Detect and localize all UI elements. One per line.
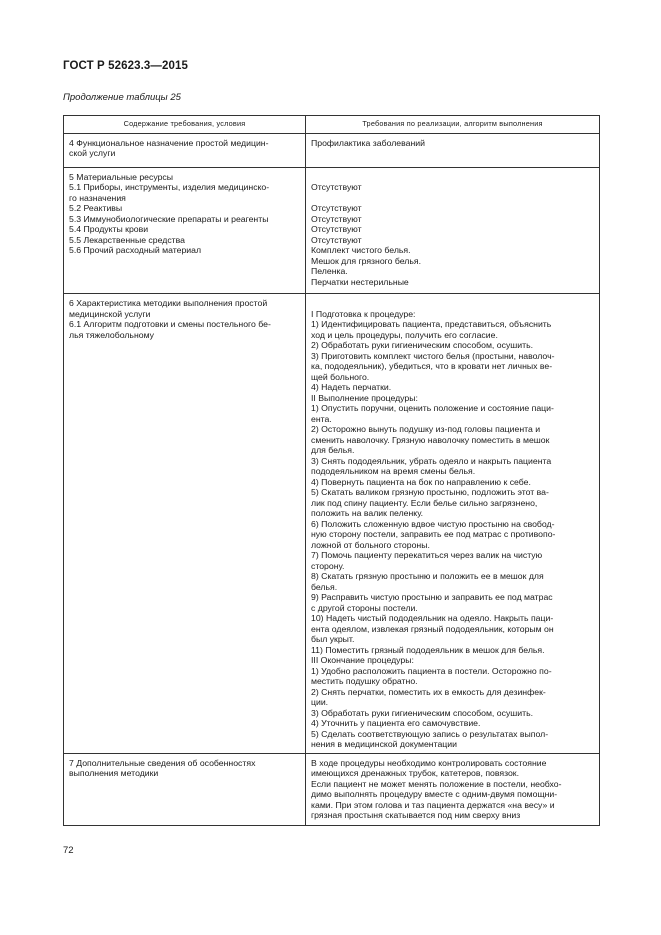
table-row-method bbox=[64, 294, 600, 754]
cell-line: 11) Поместить грязный пододеяльник в мешок для белья. bbox=[311, 644, 545, 655]
cell-line: грязная простыня скатывается под ним сверху вниз bbox=[311, 810, 521, 820]
column-header-algorithm: Требования по реализации, алгоритм выполнения bbox=[306, 116, 600, 134]
cell-function-right bbox=[306, 133, 600, 167]
cell-line: 1) Опустить поручни, оценить положение и состояние паци- bbox=[311, 403, 554, 413]
cell-line: 5) Сделать соответствующую запись о результатах выпол- bbox=[311, 728, 549, 739]
cell-line: лья тяжелобольному bbox=[69, 329, 155, 340]
cell-additional-right bbox=[306, 753, 600, 825]
cell-line: Комплект чистого белья. bbox=[311, 245, 411, 255]
cell-resources-left bbox=[64, 167, 306, 294]
cell-line: 3) Снять пододеяльник, убрать одеяло и накрыть пациента bbox=[311, 455, 552, 466]
cell-line: I Подготовка к процедуре: bbox=[311, 308, 416, 319]
cell-line: 4 Функциональное назначение простой медицин- bbox=[69, 137, 269, 148]
cell-line: Отсутствуют bbox=[311, 234, 362, 245]
cell-function-left bbox=[64, 133, 306, 167]
cell-line: был укрыт. bbox=[311, 634, 355, 644]
cell-line: ции. bbox=[311, 697, 329, 707]
cell-line: 1) Идентифицировать пациента, представиться, объяснить bbox=[311, 319, 552, 329]
cell-line: 5.6 Прочий расходный материал bbox=[69, 245, 202, 255]
cell-line: 6) Положить сложенную вдвое чистую простыню на свобод- bbox=[311, 518, 555, 529]
cell-line: Перчатки нестерильные bbox=[311, 276, 409, 287]
standard-code: ГОСТ Р 52623.3—2015 bbox=[63, 60, 188, 72]
cell-line: для белья. bbox=[311, 445, 355, 455]
table-continuation-caption: Продолжение таблицы 25 bbox=[63, 92, 181, 103]
cell-line: нения в медицинской документации bbox=[311, 739, 457, 749]
table-row-additional bbox=[64, 753, 600, 825]
cell-line: ской услуги bbox=[69, 148, 116, 158]
cell-line: 4) Уточнить у пациента его самочувствие. bbox=[311, 718, 481, 728]
cell-line: 5.4 Продукты крови bbox=[69, 224, 149, 234]
cell-line: Отсутствуют bbox=[311, 203, 362, 213]
cell-line: ента. bbox=[311, 413, 332, 424]
table-header-row bbox=[64, 116, 600, 134]
cell-line: димо выполнять процедуру вместе с одним-двумя помощни- bbox=[311, 789, 558, 799]
cell-line: В ходе процедуры необходимо контролировать состояние bbox=[311, 757, 547, 768]
cell-line: 3) Обработать руки гигиеническим способом, осушить. bbox=[311, 707, 534, 718]
cell-line: щей больного. bbox=[311, 371, 370, 382]
cell-line: 7) Помочь пациенту перекатиться через валик на чистую bbox=[311, 550, 543, 560]
cell-line: Профилактика заболеваний bbox=[311, 137, 425, 148]
cell-line: 1) Удобно расположить пациента в постели. Осторожно по- bbox=[311, 665, 552, 676]
cell-line: медицинской услуги bbox=[69, 308, 151, 319]
cell-line: 3) Приготовить комплект чистого белья (простыни, наволоч- bbox=[311, 350, 555, 361]
cell-line: 6 Характеристика методики выполнения простой bbox=[69, 298, 268, 308]
cell-line: имеющихся дренажных трубок, катетеров, повязок. bbox=[311, 768, 520, 778]
cell-line: Если пациент не может менять положение в постели, необхо- bbox=[311, 778, 562, 789]
cell-line: ложной от больного стороны. bbox=[311, 539, 430, 550]
cell-line: Отсутствуют bbox=[311, 213, 362, 224]
cell-line: сменить наволочку. Грязную наволочку поместить в мешок bbox=[311, 434, 550, 445]
requirements-table bbox=[63, 115, 600, 826]
cell-line: местить подушку обратно. bbox=[311, 676, 418, 686]
page-number: 72 bbox=[63, 845, 74, 856]
cell-line: Мешок для грязного белья. bbox=[311, 255, 422, 266]
cell-line: Отсутствуют bbox=[311, 224, 362, 234]
cell-line: 5) Скатать валиком грязную простыню, подложить этот ва- bbox=[311, 487, 549, 497]
cell-line: 9) Расправить чистую простыню и заправить ее под матрас bbox=[311, 592, 553, 602]
cell-line: II Выполнение процедуры: bbox=[311, 392, 418, 403]
cell-method-right bbox=[306, 294, 600, 754]
cell-line: 5.1 Приборы, инструменты, изделия медицинско- bbox=[69, 182, 270, 192]
cell-line: Пеленка. bbox=[311, 266, 348, 276]
cell-line: с другой стороны постели. bbox=[311, 602, 418, 613]
cell-line: выполнения методики bbox=[69, 768, 159, 778]
cell-line: ками. При этом голова и таз пациента держатся «на весу» и bbox=[311, 799, 555, 810]
cell-line: 5 Материальные ресурсы bbox=[69, 171, 174, 182]
cell-line: лик под спину пациенту. Если белье сильно загрязнено, bbox=[311, 497, 538, 508]
cell-line: 8) Скатать грязную простыню и положить ее в мешок для bbox=[311, 571, 544, 581]
cell-line: го назначения bbox=[69, 192, 126, 203]
table-row-resources bbox=[64, 167, 600, 294]
cell-line: 6.1 Алгоритм подготовки и смены постельного бе- bbox=[69, 319, 271, 329]
cell-line: пододеяльником на время смены белья. bbox=[311, 466, 476, 476]
cell-resources-right bbox=[306, 167, 600, 294]
cell-line: 5.5 Лекарственные средства bbox=[69, 234, 185, 245]
cell-line: 4) Повернуть пациента на бок по направлению к себе. bbox=[311, 476, 531, 487]
cell-line: III Окончание процедуры: bbox=[311, 655, 414, 665]
cell-line: 5.3 Иммунобиологические препараты и реагенты bbox=[69, 213, 269, 224]
cell-line: сторону. bbox=[311, 560, 345, 571]
cell-line: ента одеялом, извлекая грязный пододеяльник, которым он bbox=[311, 623, 554, 634]
table-row-function bbox=[64, 133, 600, 167]
cell-line: 10) Надеть чистый пододеяльник на одеяло. Накрыть паци- bbox=[311, 613, 554, 623]
cell-line: ную сторону постели, заправить ее под матрас с противопо- bbox=[311, 529, 556, 539]
cell-line: ход и цель процедуры, получить его согласие. bbox=[311, 329, 498, 340]
cell-line: белья. bbox=[311, 581, 338, 592]
cell-method-left bbox=[64, 294, 306, 754]
cell-line: Отсутствуют bbox=[311, 182, 362, 192]
cell-line: 2) Обработать руки гигиеническим способом, осушить. bbox=[311, 340, 534, 350]
cell-additional-left bbox=[64, 753, 306, 825]
cell-line: 5.2 Реактивы bbox=[69, 203, 123, 213]
cell-line: 7 Дополнительные сведения об особенностях bbox=[69, 757, 256, 768]
cell-line: 4) Надеть перчатки. bbox=[311, 382, 392, 392]
cell-line: 2) Осторожно вынуть подушку из-под головы пациента и bbox=[311, 424, 541, 434]
cell-line: 2) Снять перчатки, поместить их в емкость для дезинфек- bbox=[311, 686, 546, 697]
cell-line: ка, пододеяльник), убедиться, что в кровати нет личных ве- bbox=[311, 361, 553, 371]
cell-line: положить на валик пеленку. bbox=[311, 508, 424, 518]
column-header-requirements: Содержание требования, условия bbox=[64, 116, 306, 134]
